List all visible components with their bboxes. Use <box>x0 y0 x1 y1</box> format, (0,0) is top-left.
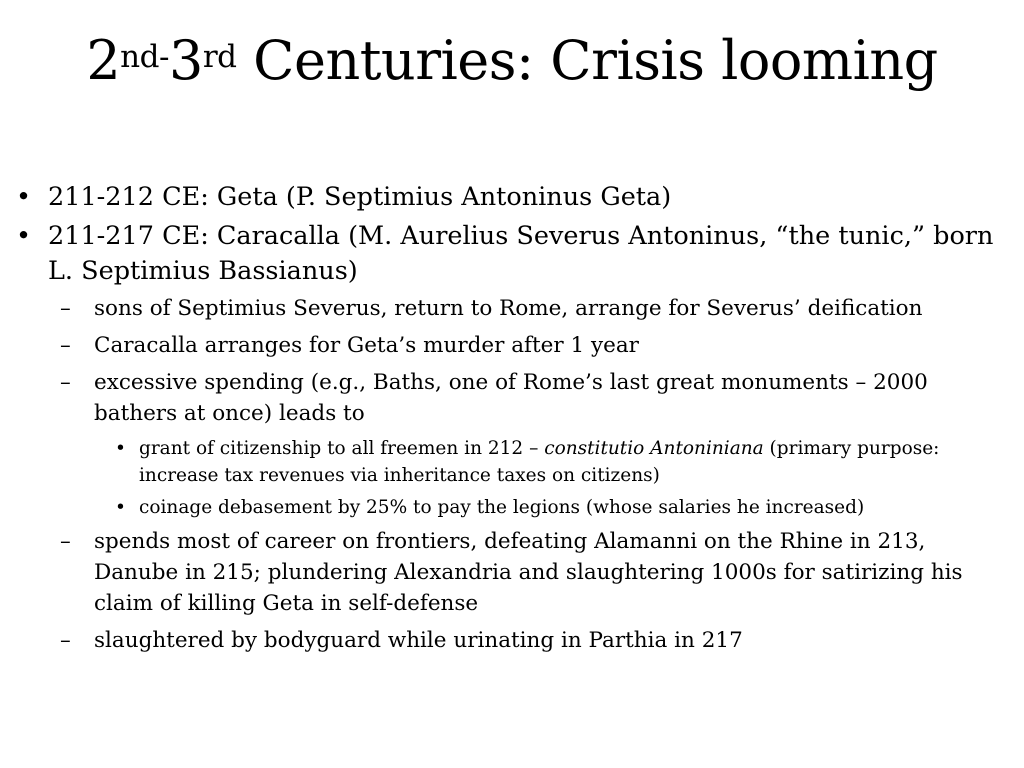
title-superscript-nd: nd- <box>120 39 169 75</box>
title-superscript-rd: rd <box>202 39 237 75</box>
slide-title <box>0 26 1024 96</box>
dash-marker: – <box>60 628 71 653</box>
dash-marker: – <box>60 529 71 554</box>
sub-item-murder <box>0 330 1024 361</box>
sub-item-death <box>0 625 1024 656</box>
sub-sub-item-coinage <box>0 494 1024 521</box>
bullet-marker: • <box>16 221 32 251</box>
bullet-marker: • <box>16 182 32 212</box>
sub-item-text: slaughtered by bodyguard while urinating in Parthia in 217 <box>94 628 743 653</box>
list-item-geta <box>0 180 1024 215</box>
sub-sub-item-citizenship <box>0 435 1024 489</box>
bullet-list <box>0 180 1024 662</box>
dash-marker: – <box>60 333 71 358</box>
list-item-text: 211-212 CE: Geta (P. Septimius Antoninus Geta) <box>48 182 672 212</box>
small-bullet-marker: • <box>115 497 126 518</box>
sub-item-text: spends most of career on frontiers, defeating Alamanni on the Rhine in 213, Danube in 215; plundering Alexandria and slaughtering 1000s for satirizing his claim of killing Geta in self-defense <box>94 529 963 616</box>
title-text: Centuries: Crisis looming <box>236 29 938 92</box>
sub-item-text: sons of Septimius Severus, return to Rome, arrange for Severus’ deification <box>94 296 923 321</box>
title-number-3: 3 <box>168 29 203 92</box>
sub-sub-item-text-post: (primary purpose: increase tax revenues via inheritance taxes on citizens) <box>139 438 940 486</box>
sub-item-sons <box>0 293 1024 324</box>
dash-marker: – <box>60 370 71 395</box>
sub-item-text: excessive spending (e.g., Baths, one of Rome’s last great monuments – 2000 bathers at once) leads to <box>94 370 928 426</box>
small-bullet-marker: • <box>115 438 126 459</box>
title-number-2: 2 <box>86 29 121 92</box>
dash-marker: – <box>60 296 71 321</box>
list-item-text: 211-217 CE: Caracalla (M. Aurelius Severus Antoninus, “the tunic,” born L. Septimius Bassianus) <box>48 221 994 286</box>
sub-item-frontiers <box>0 526 1024 619</box>
sub-item-spending <box>0 367 1024 429</box>
sub-sub-item-text-pre: grant of citizenship to all freemen in 212 – <box>139 438 545 459</box>
list-item-caracalla <box>0 219 1024 289</box>
sub-sub-item-text-italic: constitutio Antoniniana <box>544 438 764 459</box>
sub-item-text: Caracalla arranges for Geta’s murder after 1 year <box>94 333 639 358</box>
sub-sub-item-text: coinage debasement by 25% to pay the legions (whose salaries he increased) <box>139 497 865 518</box>
